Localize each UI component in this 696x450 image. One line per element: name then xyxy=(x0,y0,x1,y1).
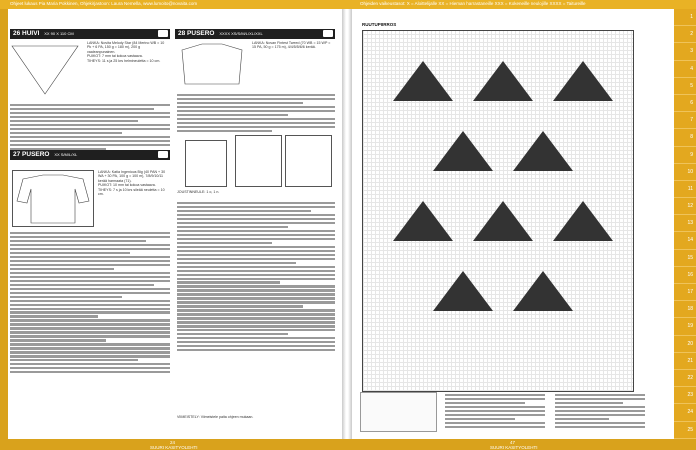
footer xyxy=(0,439,696,450)
side-tab[interactable]: 17 xyxy=(674,284,696,301)
side-tab[interactable]: 23 xyxy=(674,387,696,404)
footer-left-num: 24 xyxy=(170,440,176,445)
sweater-icon xyxy=(13,171,93,226)
chart-label: RUUTUPIIRROS xyxy=(362,22,397,27)
section-26-header xyxy=(10,29,170,39)
camera-icon xyxy=(158,30,168,37)
side-tab[interactable]: 16 xyxy=(674,267,696,284)
puikot-27: PUIKOT: 10 mm tai kokoa vastaava. xyxy=(98,183,156,188)
chart-legend xyxy=(360,392,437,432)
side-tab[interactable]: 25 xyxy=(674,422,696,439)
side-tab[interactable]: 20 xyxy=(674,336,696,353)
pullover-icon xyxy=(177,40,247,90)
right-text-col-2 xyxy=(555,392,645,430)
side-tab[interactable]: 4 xyxy=(674,61,696,78)
camera-icon xyxy=(323,30,333,37)
side-tab[interactable]: 10 xyxy=(674,164,696,181)
side-tab[interactable]: 9 xyxy=(674,147,696,164)
gutter xyxy=(342,9,352,439)
side-tab[interactable]: 7 xyxy=(674,112,696,129)
side-tab[interactable]: 2 xyxy=(674,26,696,43)
sleeve-schematic xyxy=(185,140,227,187)
side-tab[interactable]: 19 xyxy=(674,318,696,335)
shawl-diagram xyxy=(10,40,80,100)
viimeistely: VIIMEISTELY: Viimeistele paita ohjeen mukaan. xyxy=(177,415,254,419)
knitting-chart xyxy=(362,30,634,392)
section-27-materials xyxy=(98,170,168,196)
front-schematic xyxy=(235,135,282,187)
section-26-title: 26 HUIVI xyxy=(13,30,40,37)
side-tabs xyxy=(674,9,696,439)
top-bar xyxy=(0,0,696,9)
side-tab[interactable]: 21 xyxy=(674,353,696,370)
header-left-text: Ohjeet lukaus Pia Maria Pokkinen, Ohjekirjastoon: Laura Nemella, www.lumoito@novaita.com xyxy=(10,1,198,6)
section-27-title: 27 PUSERO xyxy=(13,151,50,158)
side-tab[interactable]: 18 xyxy=(674,301,696,318)
section-28-finishing xyxy=(177,415,335,419)
puikot-26: PUIKOT: 7 mm tai kokoa vastaava. xyxy=(87,54,143,59)
section-28-header xyxy=(175,29,335,39)
camera-icon xyxy=(158,151,168,158)
joustinneule: JOUSTINNEULE: 1 o, 1 n. xyxy=(177,190,220,194)
side-tab[interactable]: 1 xyxy=(674,9,696,26)
shawl-triangle-icon xyxy=(10,40,80,100)
right-text-col-1 xyxy=(445,392,545,430)
section-28 xyxy=(175,29,335,39)
tiheys-27: TIHEYS: 7 s ja 10 krs sileää neuletta = 10 cm. xyxy=(98,187,165,197)
side-tab[interactable]: 15 xyxy=(674,250,696,267)
section-26-materials xyxy=(87,41,167,63)
back-schematic xyxy=(285,135,332,187)
tiheys-26: TIHEYS: 11 s ja 25 krs helmineuletta = 10 cm. xyxy=(87,58,161,63)
side-tab[interactable]: 13 xyxy=(674,215,696,232)
side-tab[interactable]: 12 xyxy=(674,198,696,215)
lanka-28: LANKA: Novan Fintest Tweed (70 WB = 15 WP = 15 PA, 50 g = 175 m), 4/4/5/5/6/6 kerää. xyxy=(252,41,331,50)
section-28-body xyxy=(177,92,335,134)
section-28-joustinneule xyxy=(177,190,335,194)
side-tab[interactable]: 11 xyxy=(674,181,696,198)
section-26-body xyxy=(10,102,170,152)
footer-right-num: 47 xyxy=(510,440,516,445)
section-28-materials xyxy=(252,41,334,50)
section-27-subtitle: XX S/M/L/XL xyxy=(54,152,78,157)
section-26-subtitle: XX 90 X 110 CM xyxy=(44,31,74,36)
lanka-27: LANKA: Katia Ingenious Big (40 PAN + 30 WA + 30 PA, 100 g = 100 m), 7/8/9/10/11 kerää harmaata (71). xyxy=(98,170,166,183)
chart-pattern xyxy=(363,31,633,391)
lanka-26: LANKA: Novita Melody Star (84 Merino WB = 10 Pk + 6 PA, 150 g = 180 m), 200 g vaaleanpunainen. xyxy=(87,41,165,54)
side-tab[interactable]: 24 xyxy=(674,404,696,421)
section-28-title: 28 PUSERO xyxy=(178,30,215,37)
footer-right-brand: SUURI KASITYOLEHTI xyxy=(490,445,538,450)
section-26 xyxy=(10,29,170,39)
footer-left-brand: SUURI KASITYOLEHTI xyxy=(150,445,198,450)
header-right-text: Ohjeiden vaikeustasot: X = Aloittelijalle XX = Hieman harrastaneille XXX = Kokeneille neulojille XXXX = Taitureille xyxy=(360,1,586,6)
side-tab[interactable]: 5 xyxy=(674,78,696,95)
section-28-body-2 xyxy=(177,200,335,353)
side-tab[interactable]: 6 xyxy=(674,95,696,112)
sweater-schematic-27 xyxy=(12,170,94,227)
pullover-diagram xyxy=(177,40,247,90)
side-tab[interactable]: 14 xyxy=(674,232,696,249)
side-tab[interactable]: 22 xyxy=(674,370,696,387)
section-27-body xyxy=(10,230,170,375)
section-27-header xyxy=(10,150,170,160)
section-28-subtitle: XXXX XS/S/M/L/XL/XXL xyxy=(219,31,263,36)
side-tab[interactable]: 3 xyxy=(674,43,696,60)
section-27 xyxy=(10,150,170,160)
side-tab[interactable]: 8 xyxy=(674,129,696,146)
